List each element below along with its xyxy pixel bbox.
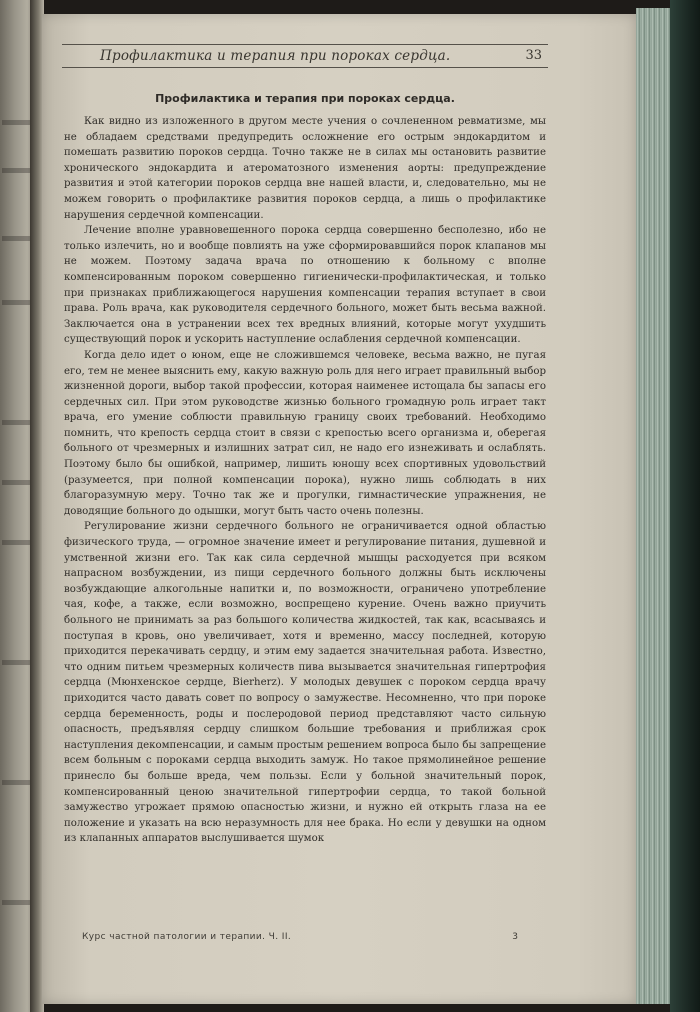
section-title: Профилактика и терапия при пороках сердца. [155,92,455,105]
facing-page-edge [0,0,34,1012]
running-head-title: Профилактика и терапия при пороках сердца. [100,48,451,64]
paragraph: Как видно из изложенного в другом месте учения о сочлененном ревматизме, мы не обладаем средствами предупредить осложнение его острым эндокардитом и помешать развитию пороков сердца. Точно также не в силах мы остановить развитие хронического эндокардита и атероматозного изменения аорты: предупреждение развития и этой категории пороков сердца вне нашей власти, и, следовательно, мы не можем говорить о профилактике развития пороков сердца, а лишь о профилактике нарушения сердечной компенсации. [64,116,546,221]
page-stack-edge [636,8,670,1004]
signature-mark: 3 [512,932,518,942]
paragraph: Когда дело идет о юном, еще не сложившемся человеке, весьма важно, не пугая его, тем не менее выяснить ему, какую важную роль для него играет правильный выбор жизненной дороги, выбор такой профессии, которая наименее истощала бы запасы его сердечных сил. При этом руководстве жизнью больного громадную роль играет такт врача, его умение соблюсти правильную границу своих требований. Необходимо помнить, что крепость сердца стоит в связи с крепостью всего организма и, оберегая больного от чрезмерных и излишних затрат сил, не надо его изнеживать и ослаблять. Поэтому было бы ошибкой, например, лишить юношу всех спортивных удовольствий (разумеется, при полной компенсации порока), нужно лишь соблюдать в них благоразумную меру. Точно так же и прогулки, гимнастические упражнения, не доводящие больного до одышки, могут быть часто очень полезны. [64,349,546,517]
running-head [62,44,548,68]
paragraph: Лечение вполне уравновешенного порока сердца совершенно бесполезно, ибо не только излечить, но и вообще повлиять на уже сформировавшийся порок клапанов мы не можем. Поэтому задача врача по отношению к больному с вполне компенсированным пороком совершенно гигиенически-профилактическая, и только при признаках приближающегося нарушения компенсации терапия вступает в свои права. Роль врача, как руководителя сердечного больного, может быть весьма важной. Заключается она в устранении всех тех вредных влияний, которые могут ухудшить существующий порок и ускорить наступление ослабления сердечной компенсации. [64,225,546,346]
body-text [64,114,546,847]
paragraph: Регулирование жизни сердечного больного не ограничивается одной областью физического труда, — огромное значение имеет и регулирование питания, душевной и умственной жизни его. Так как сила сердечной мышцы расходуется при всяком напрасном возбуждении, из пищи сердечного больного должны быть исключены возбуждающие алкогольные напитки и, по возможности, ограничено употребление чая, кофе, а также, если возможно, воспрещено курение. Очень важно приучить больного не принимать за раз большого количества жидкостей, так как, всасываясь и поступая в кровь, оно увеличивает, хотя и временно, массу последней, которую приходится перекачивать сердцу, и этим ему задается значительная работа. Известно, что одним питьем чрезмерных количеств пива вызывается значительная гипертрофия сердца (Мюнхенское сердце, Bierherz). У молодых девушек с пороком сердца врачу приходится часто давать совет по вопросу о замужестве. Несомненно, что при пороке сердца беременность, роды и послеродовой период представляют часто сильную опасность, предъявляя сердцу слишком большие требования и приближая срок наступления декомпенсации, и самым простым решением вопроса было бы запрещение всем больным с пороками сердца выходить замуж. Но такое прямолинейное решение принесло бы больше вреда, чем пользы. Если у больной значительный порок, компенсированный ценою значительной гипертрофии сердца, то такой больной замужество угрожает прямою опасностью жизни, и нужно ей открыть глаза на ее положение и указать на всю неразумность для нее брака. Но если у девушки на одном из клапанных аппаратов выслушивается шумок [64,521,546,845]
page-number: 33 [525,48,542,63]
page-footer [64,932,546,946]
footer-book-title: Курс частной патологии и терапии. Ч. II. [82,932,292,942]
book-cover [670,0,700,1012]
